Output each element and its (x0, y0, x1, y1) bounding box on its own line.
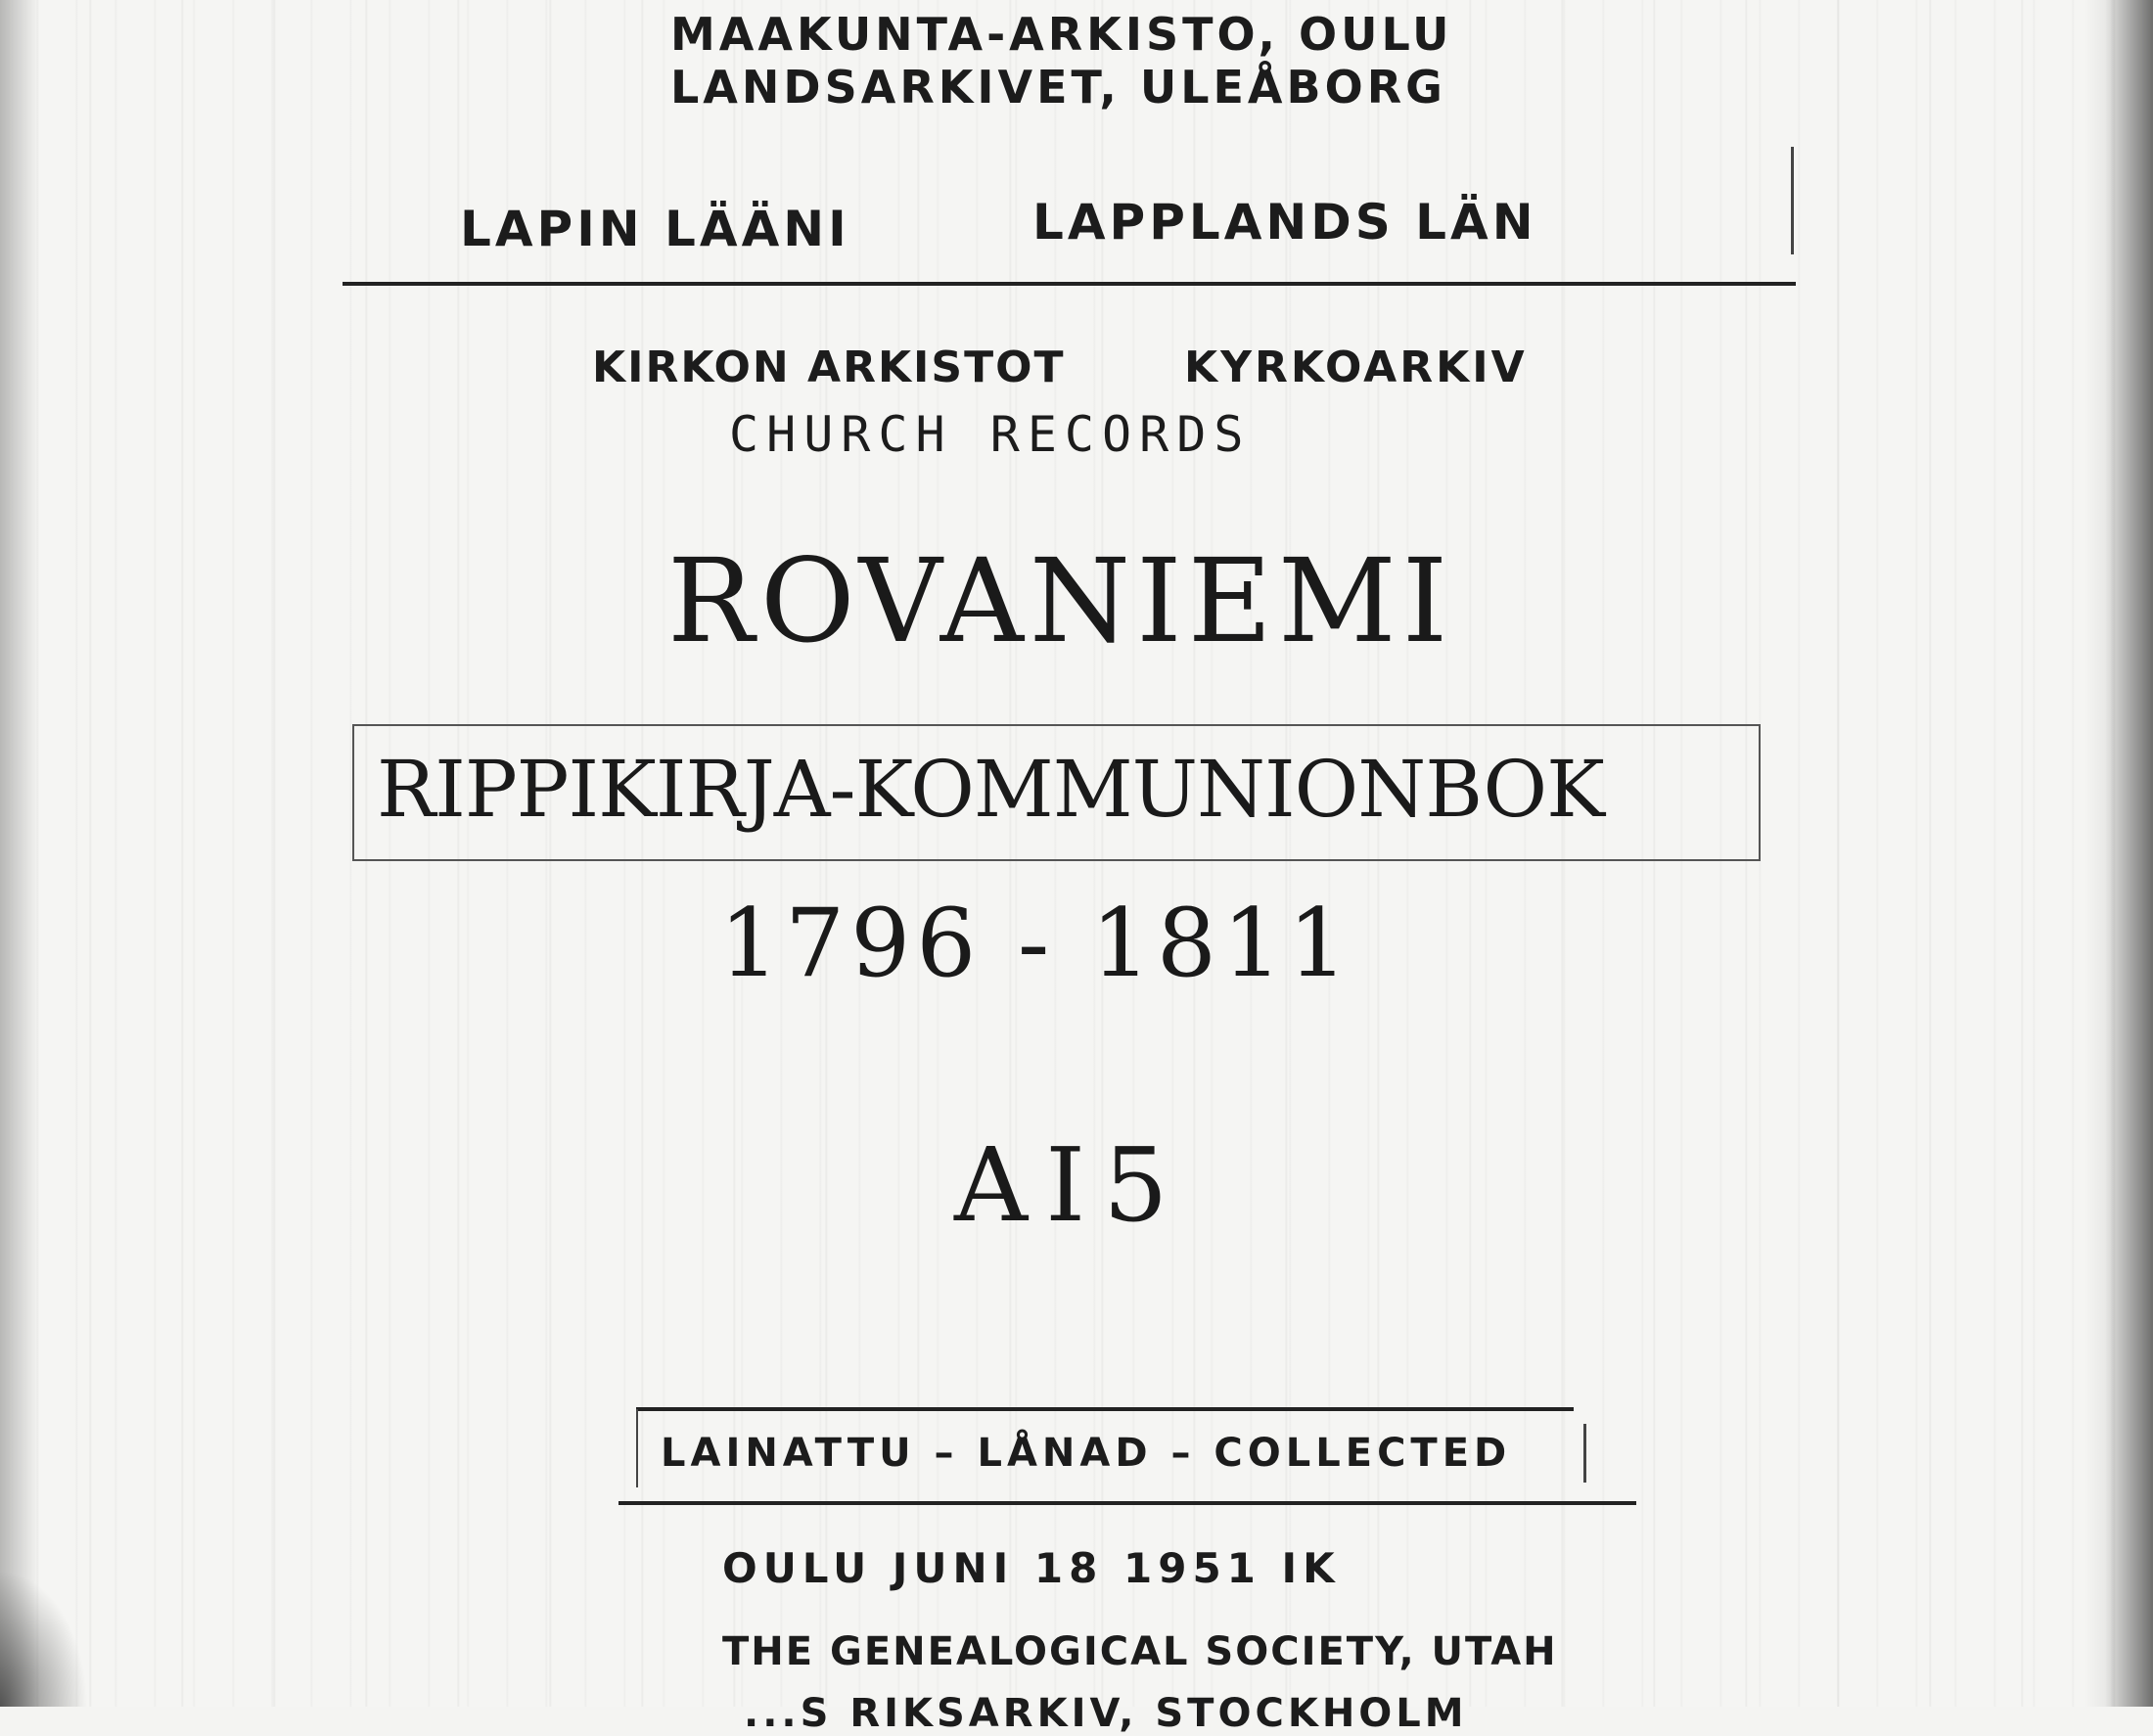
records-finnish: KIRKON ARKISTOT (592, 343, 1066, 392)
loan-box-right-edge (1583, 1424, 1586, 1483)
parish-name: ROVANIEMI (667, 533, 1454, 668)
scan-edge-shadow-left (0, 0, 39, 1707)
loan-box-top-line (636, 1407, 1574, 1411)
archive-name-finnish: MAAKUNTA-ARKISTO, OULU (670, 8, 1453, 61)
volume-code: AI5 (954, 1125, 1186, 1245)
loan-box-left-edge (636, 1409, 638, 1487)
loan-box-bottom-line (618, 1501, 1636, 1505)
province-underline (343, 282, 1796, 286)
year-range: 1796 - 1811 (719, 889, 1354, 998)
records-swedish: KYRKOARKIV (1184, 343, 1528, 392)
society-name: THE GENEALOGICAL SOCIETY, UTAH (722, 1629, 1558, 1674)
archive-name-swedish: LANDSARKIVET, ULEÅBORG (670, 61, 1446, 114)
records-english: CHURCH RECORDS (729, 406, 1252, 463)
province-box-right-edge (1791, 147, 1794, 254)
scan-edge-shadow-right (2084, 0, 2153, 1707)
collection-date: OULU JUNI 18 1951 IK (722, 1544, 1341, 1592)
scan-corner-shadow (0, 1570, 88, 1707)
loan-label: LAINATTU – LÅNAD – COLLECTED (661, 1431, 1512, 1476)
province-finnish: LAPIN LÄÄNI (460, 201, 850, 257)
book-title: RIPPIKIRJA-KOMMUNIONBOK (377, 744, 1604, 835)
partial-footer-line: ...S RIKSARKIV, STOCKHOLM (744, 1691, 1468, 1736)
province-swedish: LAPPLANDS LÄN (1032, 194, 1537, 251)
